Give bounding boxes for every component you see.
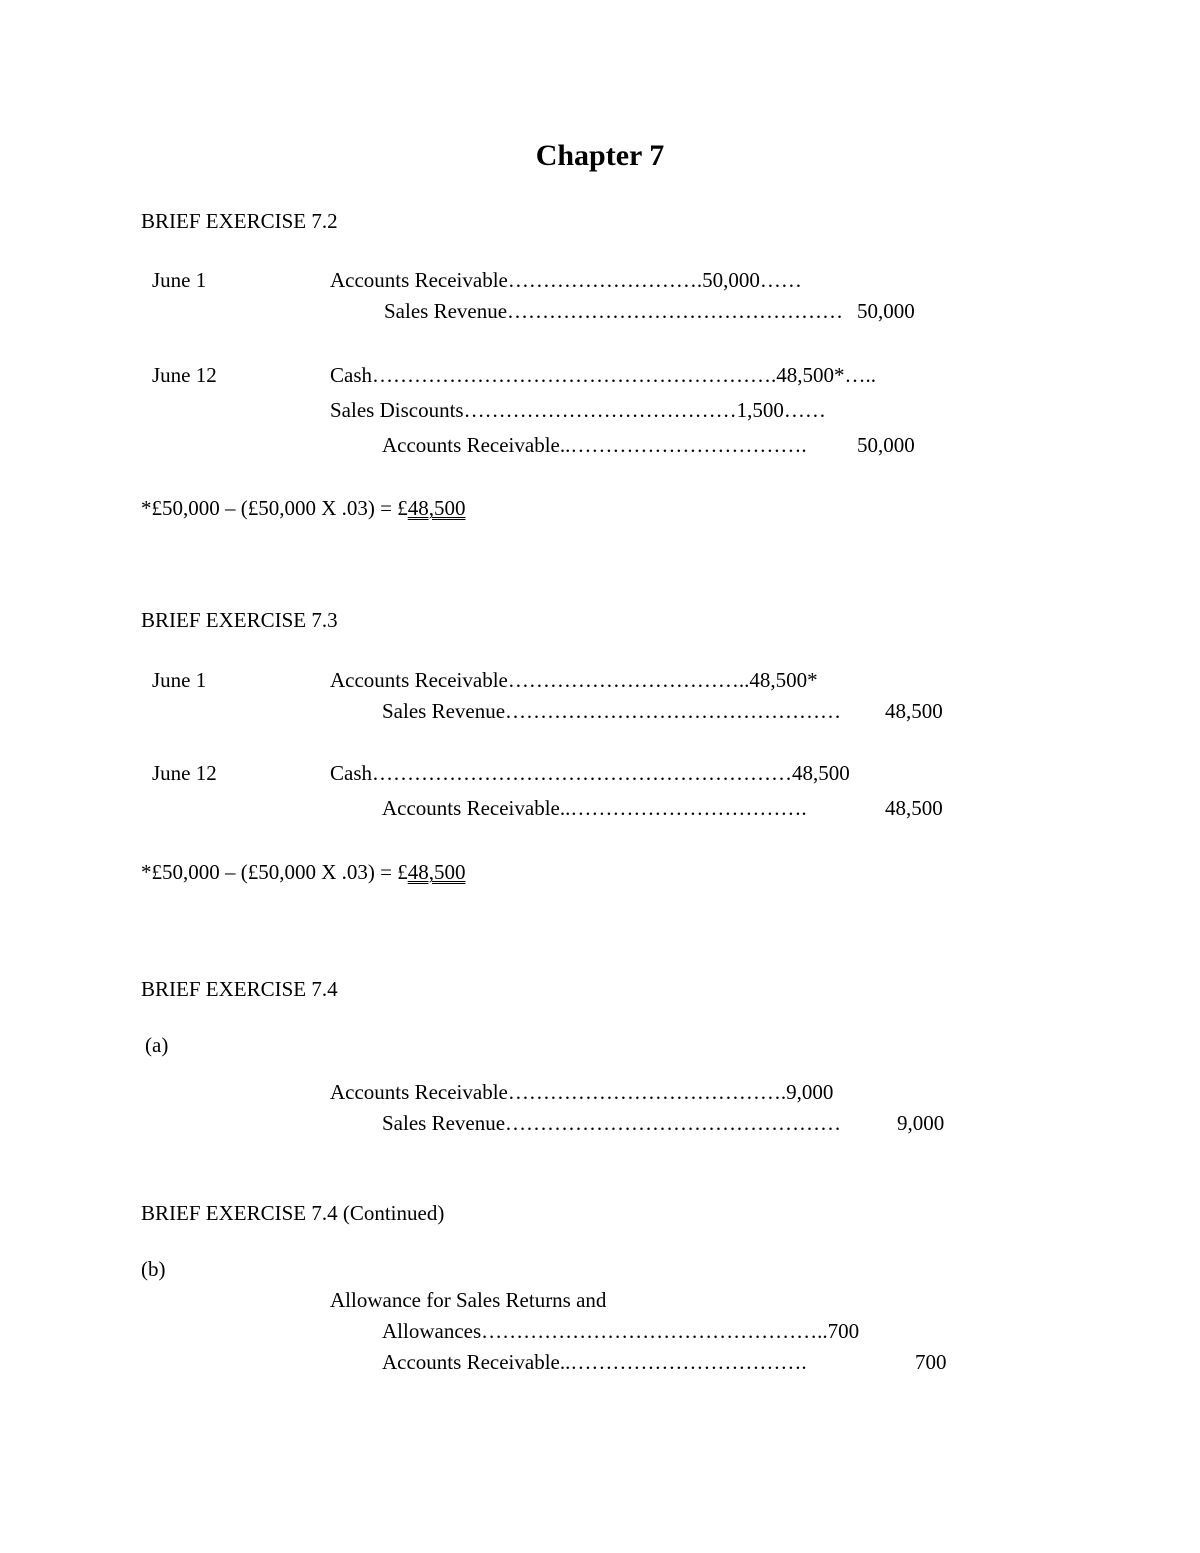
be73-entry2-credit-amount: 48,500	[885, 796, 943, 820]
be74-credit-amount: 9,000	[897, 1111, 945, 1135]
be72-entry1-credit: Sales Revenue…………………………………………	[384, 299, 844, 323]
be72-entry2-credit-amount: 50,000	[857, 433, 915, 457]
be74c-credit-amount: 700	[915, 1350, 947, 1374]
be74c-debit-line1: Allowance for Sales Returns and	[330, 1288, 607, 1312]
be74-heading: BRIEF EXERCISE 7.4	[141, 977, 338, 1001]
be74-credit: Sales Revenue…………………………………………	[382, 1111, 842, 1135]
be72-footnote-formula: *£50,000 – (£50,000 X .03) = £	[141, 496, 408, 520]
be74c-heading: BRIEF EXERCISE 7.4 (Continued)	[141, 1201, 445, 1225]
be74c-part-b-label: (b)	[141, 1257, 166, 1281]
be73-entry1-credit: Sales Revenue…………………………………………	[382, 699, 842, 723]
be72-entry1-credit-amount: 50,000	[857, 299, 915, 323]
be73-heading: BRIEF EXERCISE 7.3	[141, 608, 338, 632]
be72-entry2-credit: Accounts Receivable..…………………………….	[382, 433, 807, 457]
be73-entry2-debit: Cash……………………………………………………48,500	[330, 761, 850, 785]
be72-entry2-debit1: Cash………………………………………………….48,500*…..	[330, 363, 876, 387]
be73-entry1-date: June 1	[152, 668, 207, 692]
be72-footnote-result: 48,500	[407, 496, 466, 520]
be73-entry1-debit: Accounts Receivable……………………………..48,500*	[330, 668, 818, 692]
page-title: Chapter 7	[535, 139, 665, 172]
be73-entry2-date: June 12	[152, 761, 217, 785]
be74-debit: Accounts Receivable………………………………….9,000	[330, 1080, 834, 1104]
be73-entry2-credit: Accounts Receivable..…………………………….	[382, 796, 807, 820]
be72-heading: BRIEF EXERCISE 7.2	[141, 209, 338, 233]
be73-footnote-formula: *£50,000 – (£50,000 X .03) = £	[141, 860, 408, 884]
be74c-debit-line2: Allowances…………………………………………..700	[382, 1319, 860, 1343]
be72-entry2-date: June 12	[152, 363, 217, 387]
be72-entry2-debit2: Sales Discounts…………………………………1,500……	[330, 398, 826, 422]
be72-entry1-debit: Accounts Receivable……………………….50,000……	[330, 268, 802, 292]
be72-footnote	[141, 495, 466, 521]
be73-footnote-result: 48,500	[407, 860, 466, 884]
be73-footnote	[141, 859, 466, 885]
be72-entry1-date: June 1	[152, 268, 207, 292]
be74-part-a-label: (a)	[145, 1033, 169, 1057]
be73-entry1-credit-amount: 48,500	[885, 699, 943, 723]
be74c-credit: Accounts Receivable..…………………………….	[382, 1350, 807, 1374]
